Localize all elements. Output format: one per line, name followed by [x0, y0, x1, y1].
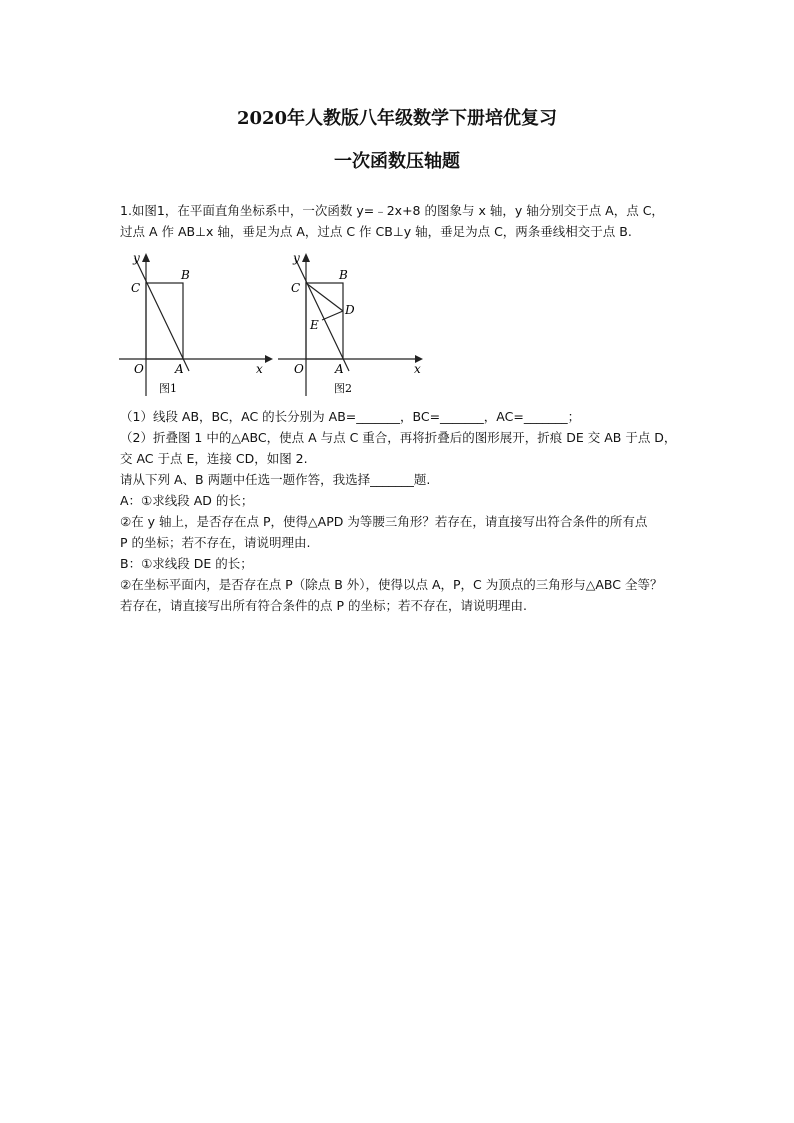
figure-caption: 图2 [334, 382, 352, 395]
point-a-label: A [175, 362, 184, 376]
question-line: （1）线段 AB，BC，AC 的长分别为 AB=_______，BC=_______，AC=_______； [120, 409, 581, 424]
y-label: y [293, 251, 300, 265]
figure-1 [115, 248, 275, 404]
origin-label: O [294, 362, 304, 376]
figure-caption: 图1 [159, 382, 177, 395]
origin-label: O [134, 362, 144, 376]
x-axis-arrow [265, 355, 273, 363]
y-label: y [133, 251, 140, 265]
point-b-label: B [339, 268, 348, 282]
document-subtitle: 一次函数压轴题 [334, 151, 460, 172]
point-c-label: C [291, 281, 301, 295]
problem-intro [120, 200, 700, 242]
point-e-label: E [310, 318, 319, 332]
question-line: ②在 y 轴上，是否存在点 P，使得△APD 为等腰三角形？若存在，请直接写出符合条件的所有点 [120, 514, 648, 529]
question-line: A：①求线段 AD 的长； [120, 493, 254, 508]
question-line: （2）折叠图 1 中的△ABC，使点 A 与点 C 重合，再将折叠后的图形展开，折痕 DE 交 AB 于点 D， [120, 430, 677, 445]
point-b-label: B [181, 268, 190, 282]
segment-cd [306, 283, 343, 311]
question-line: 请从下列 A、B 两题中任选一题作答，我选择_______题. [120, 472, 431, 487]
question-line: P 的坐标；若不存在，请说明理由. [120, 535, 311, 550]
problem-questions [120, 406, 700, 616]
question-line: B：①求线段 DE 的长； [120, 556, 253, 571]
segment-de [322, 311, 343, 320]
intro-line: 1.如图1，在平面直角坐标系中，一次函数 y=﹣2x+8 的图象与 x 轴，y 轴分别交于点 A，点 C， [120, 203, 664, 218]
y-axis-arrow [142, 253, 150, 262]
document-title: 2020年人教版八年级数学下册培优复习 [236, 108, 558, 129]
question-line: ②在坐标平面内，是否存在点 P（除点 B 外），使得以点 A，P，C 为顶点的三角形与△ABC 全等？ [120, 577, 663, 592]
point-d-label: D [345, 303, 355, 317]
x-label: x [414, 362, 421, 376]
question-line: 若存在，请直接写出所有符合条件的点 P 的坐标；若不存在，请说明理由. [120, 598, 527, 613]
figure-2 [275, 248, 427, 404]
question-line: 交 AC 于点 E，连接 CD，如图 2. [120, 451, 308, 466]
y-axis-arrow [302, 253, 310, 262]
point-a-label: A [335, 362, 344, 376]
x-label: x [256, 362, 263, 376]
point-c-label: C [131, 281, 141, 295]
intro-line: 过点 A 作 AB⊥x 轴，垂足为点 A，过点 C 作 CB⊥y 轴，垂足为点 C，两条垂线相交于点 B. [120, 224, 632, 239]
